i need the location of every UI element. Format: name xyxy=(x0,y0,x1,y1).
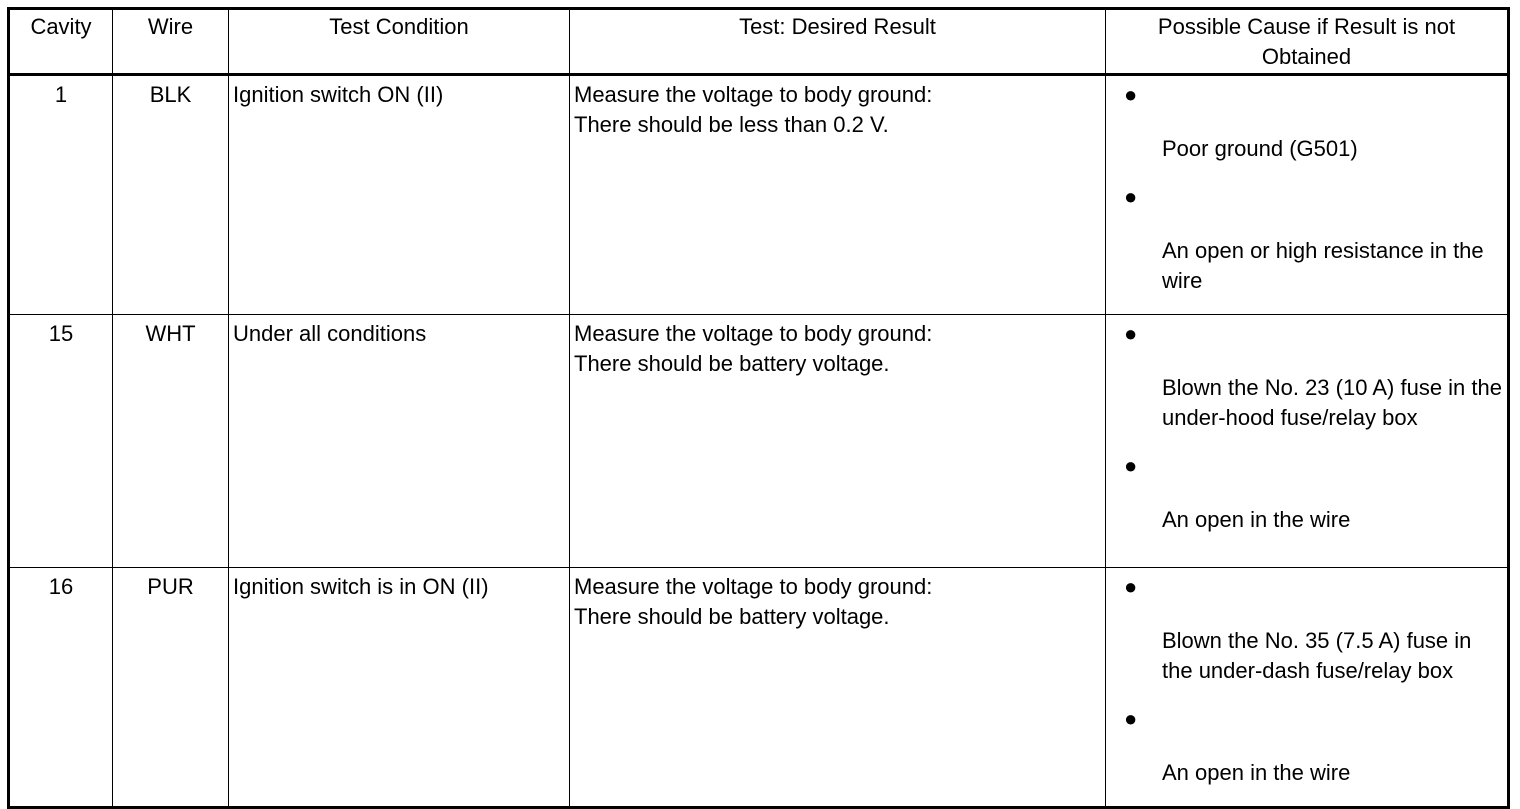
possible-cause-cell xyxy=(1106,568,1509,808)
cause-list xyxy=(1110,319,1503,535)
possible-cause-cell xyxy=(1106,315,1509,568)
bullet-icon: ● xyxy=(1124,321,1138,346)
bullet-icon: ● xyxy=(1124,82,1138,107)
bullet-icon: ● xyxy=(1124,453,1138,478)
desired-result-cell xyxy=(570,568,1106,808)
header-possible-cause: Possible Cause if Result is not Obtained xyxy=(1106,9,1509,75)
result-line: There should be battery voltage. xyxy=(574,604,890,629)
result-line: There should be less than 0.2 V. xyxy=(574,112,889,137)
cause-text: Blown the No. 35 (7.5 A) fuse in the under-dash fuse/relay box xyxy=(1162,628,1472,683)
header-desired-result: Test: Desired Result xyxy=(570,9,1106,75)
cause-text: Blown the No. 23 (10 A) fuse in the under-hood fuse/relay box xyxy=(1162,375,1502,430)
test-condition-cell: Ignition switch is in ON (II) xyxy=(229,568,570,808)
desired-result-cell xyxy=(570,315,1106,568)
header-wire: Wire xyxy=(113,9,229,75)
table-row xyxy=(9,75,1509,315)
cavity-cell: 16 xyxy=(9,568,113,808)
result-line: There should be battery voltage. xyxy=(574,351,890,376)
header-test-condition: Test Condition xyxy=(229,9,570,75)
result-line: Measure the voltage to body ground: xyxy=(574,574,933,599)
cause-text: An open in the wire xyxy=(1162,760,1351,785)
cavity-cell: 15 xyxy=(9,315,113,568)
header-row xyxy=(9,9,1509,75)
cause-text: An open in the wire xyxy=(1162,507,1351,532)
result-line: Measure the voltage to body ground: xyxy=(574,321,933,346)
possible-cause-cell xyxy=(1106,75,1509,315)
cause-list xyxy=(1110,80,1503,296)
cause-item xyxy=(1124,182,1503,296)
test-condition-cell: Ignition switch ON (II) xyxy=(229,75,570,315)
wire-cell: PUR xyxy=(113,568,229,808)
cause-text: An open or high resistance in the wire xyxy=(1162,238,1484,293)
bullet-icon: ● xyxy=(1124,184,1138,209)
wire-cell: WHT xyxy=(113,315,229,568)
connector-test-table-container xyxy=(7,7,1507,798)
wire-cell: BLK xyxy=(113,75,229,315)
cause-item xyxy=(1124,80,1503,164)
table-row xyxy=(9,568,1509,808)
result-line: Measure the voltage to body ground: xyxy=(574,82,933,107)
cause-item xyxy=(1124,319,1503,433)
cause-text: Poor ground (G501) xyxy=(1162,136,1358,161)
desired-result-cell xyxy=(570,75,1106,315)
test-condition-cell: Under all conditions xyxy=(229,315,570,568)
bullet-icon: ● xyxy=(1124,574,1138,599)
cause-list xyxy=(1110,572,1503,788)
cause-item xyxy=(1124,704,1503,788)
cause-item xyxy=(1124,451,1503,535)
connector-test-table xyxy=(7,7,1510,809)
table-row xyxy=(9,315,1509,568)
header-cavity: Cavity xyxy=(9,9,113,75)
cavity-cell: 1 xyxy=(9,75,113,315)
bullet-icon: ● xyxy=(1124,706,1138,731)
cause-item xyxy=(1124,572,1503,686)
